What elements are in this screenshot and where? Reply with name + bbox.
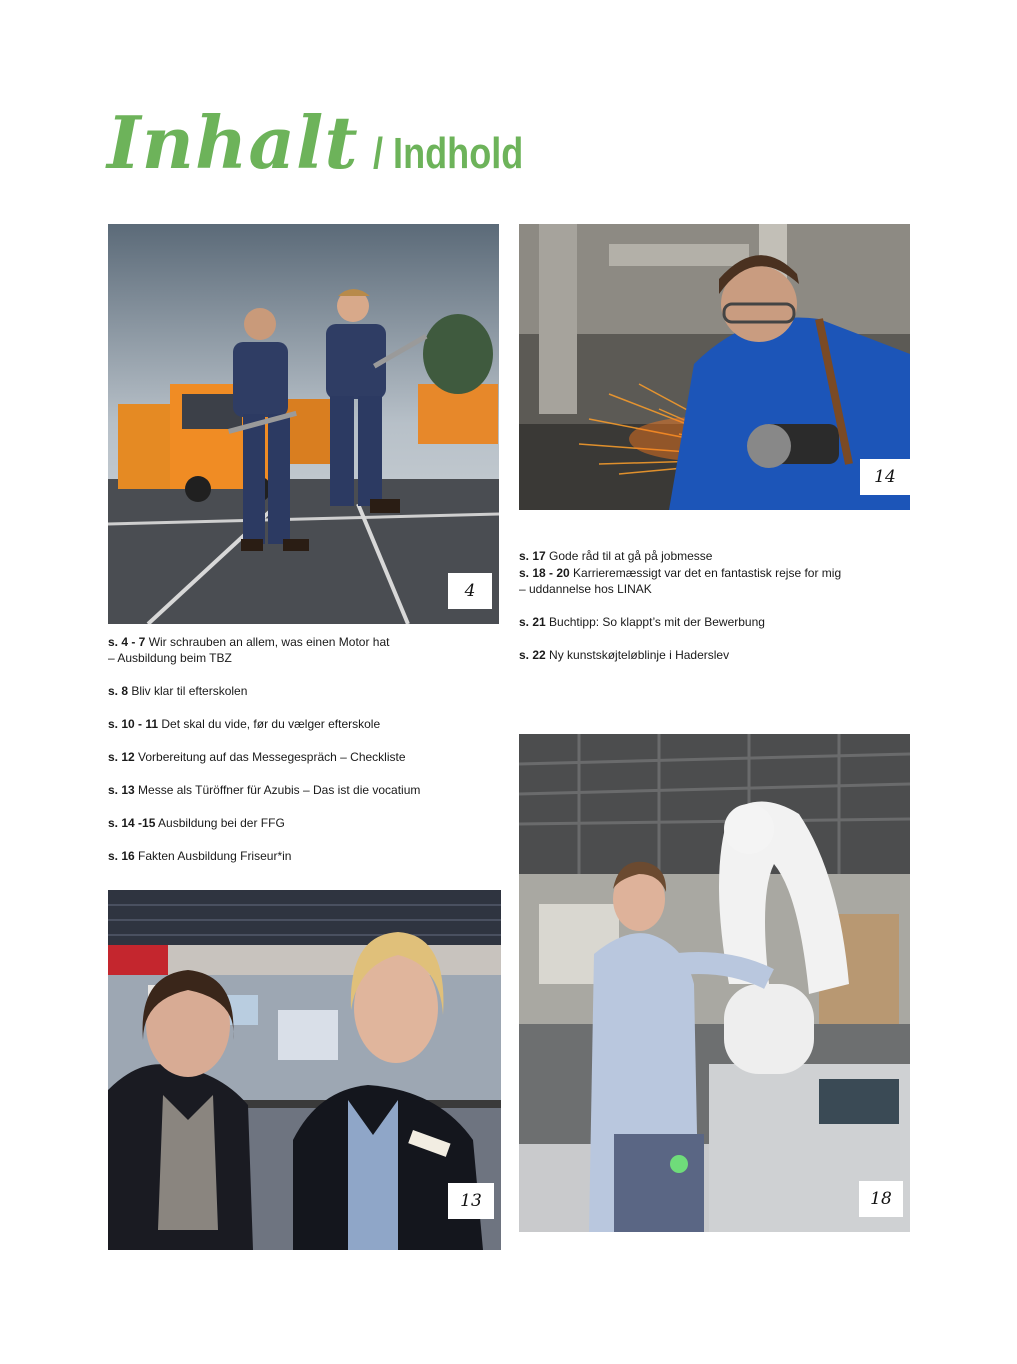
photo-page-number: 14 [860, 459, 910, 495]
toc-right [519, 548, 909, 680]
toc-entry[interactable]: s. 12 Vorbereitung auf das Messegespräch – Checkliste [108, 750, 406, 764]
photo-page-number: 13 [448, 1183, 494, 1219]
toc-entry[interactable]: s. 4 - 7 Wir schrauben an allem, was einen Motor hat – Ausbildung beim TBZ [108, 635, 390, 665]
toc-entry[interactable]: s. 22 Ny kunstskøjteløblinje i Haderslev [519, 648, 730, 662]
page-title [107, 100, 556, 185]
toc-entry[interactable]: s. 13 Messe als Türöffner für Azubis – Das ist die vocatium [108, 783, 421, 797]
photo-page-number: 18 [859, 1181, 903, 1217]
photo-trade-fair [108, 890, 501, 1250]
toc-entry[interactable]: s. 17 Gode råd til at gå på jobmesse [519, 549, 713, 563]
photo-robot-arm [519, 734, 910, 1232]
toc-left [108, 634, 503, 881]
photo-page-number: 4 [448, 573, 492, 609]
title-sub: / Indhold [372, 129, 523, 178]
toc-entry[interactable]: s. 8 Bliv klar til efterskolen [108, 684, 248, 698]
toc-entry[interactable]: s. 21 Buchtipp: So klappt’s mit der Bewerbung [519, 615, 765, 629]
toc-entry[interactable]: s. 18 - 20 Karrieremæssigt var det en fantastisk rejse for mig – uddannelse hos LINAK [519, 566, 842, 596]
toc-entry[interactable]: s. 14 -15 Ausbildung bei der FFG [108, 816, 285, 830]
toc-entry[interactable]: s. 16 Fakten Ausbildung Friseur*in [108, 849, 292, 863]
toc-entry[interactable]: s. 10 - 11 Det skal du vide, før du vælger efterskole [108, 717, 381, 731]
photo-metal-grinding [519, 224, 910, 510]
photo-apprentices-trucks [108, 224, 499, 624]
title-main: Inhalt [107, 100, 359, 185]
